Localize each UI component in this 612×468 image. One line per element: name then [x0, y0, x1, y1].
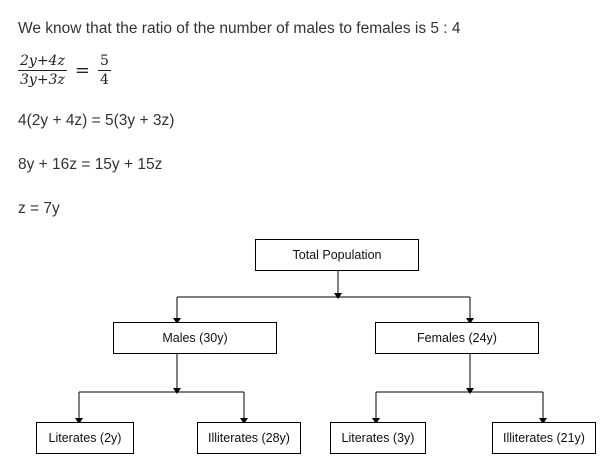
equation-result: z = 7y — [18, 200, 60, 217]
node-males: Males (30y) — [113, 322, 277, 354]
equation-expanded: 4(2y + 4z) = 5(3y + 3z) — [18, 112, 175, 129]
lhs-numerator: 2y+4z — [20, 53, 65, 69]
arrowhead-root — [334, 293, 342, 299]
node-female-literates: Literates (3y) — [330, 422, 426, 454]
arrowhead-females-split — [466, 388, 474, 394]
node-female-illiterates: Illiterates (21y) — [492, 422, 596, 454]
arrowhead-males-split — [173, 388, 181, 394]
lhs-denominator: 3y+3z — [20, 72, 65, 88]
node-male-literates: Literates (2y) — [36, 422, 134, 454]
equals-sign: = — [74, 60, 90, 81]
rhs-denominator: 4 — [99, 72, 109, 88]
node-females: Females (24y) — [375, 322, 539, 354]
equation-simplified: 8y + 16z = 15y + 15z — [18, 156, 163, 173]
intro-text: We know that the ratio of the number of males to females is 5 : 4 — [18, 20, 461, 37]
node-male-illiterates: Illiterates (28y) — [197, 422, 301, 454]
node-total-population: Total Population — [255, 239, 419, 271]
rhs-numerator: 5 — [99, 53, 109, 69]
